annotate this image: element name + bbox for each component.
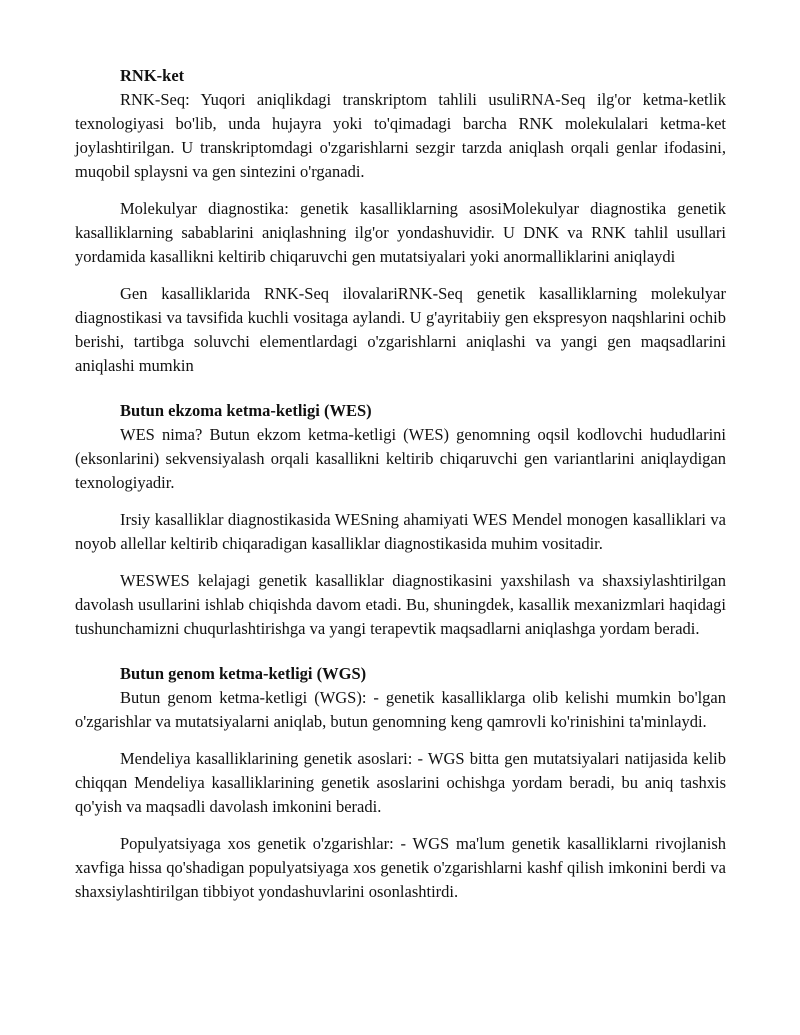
document-page — [75, 64, 726, 904]
paragraph-wes-importance: Irsiy kasalliklar diagnostikasida WESning ahamiyati WES Mendel monogen kasalliklari va noyob allellar keltirib chiqaradigan kasalliklar diagnostikasida muhim vositadir. — [75, 510, 726, 553]
paragraph-wgs-population: Populyatsiyaga xos genetik o'zgarishlar: - WGS ma'lum genetik kasalliklarni rivojlanish xavfiga hissa qo'shadigan populyatsiyaga xos genetik o'zgarishlarni kashf qilish imkonini berdi va shaxsiylashtirilgan tibbiyot yondashuvlarini osonlashtirdi. — [75, 834, 726, 901]
paragraph-wes-definition: WES nima? Butun ekzom ketma-ketligi (WES) genomning oqsil kodlovchi hududlarini (eksonlarini) sekvensiyalash orqali kasallikni keltirib chiqaruvchi gen variantlarini aniqlaydigan texnologiyadir. — [75, 425, 726, 492]
paragraph-rnk-seq: RNK-Seq: Yuqori aniqlikdagi transkriptom tahlili usuliRNA-Seq ilg'or ketma-ketlik texnologiyasi bo'lib, unda hujayra yoki to'qimadagi barcha RNK molekulalari ketma-ket joylashtirilgan. U transkriptomdagi o'zgarishlarni sezgir tarzda aniqlash orqali genlar ifodasini, muqobil splaysni va gen sintezini o'rganadi. — [75, 90, 726, 181]
section-heading-wes: Butun ekzoma ketma-ketligi (WES) — [120, 401, 372, 420]
section-heading-wgs: Butun genom ketma-ketligi (WGS) — [120, 664, 367, 683]
paragraph-rnk-seq-applications: Gen kasalliklarida RNK-Seq ilovalariRNK-Seq genetik kasalliklarning molekulyar diagnostikasi va tavsifida kuchli vositaga aylandi. U g'ayritabiiy gen ekspresyon naqshlarini ochib berishi, tartibga soluvchi elementlardagi o'zgarishlarni aniqlashi va yangi gen maqsadlarini aniqlashi mumkin — [75, 284, 726, 375]
paragraph-molecular-diagnostics: Molekulyar diagnostika: genetik kasalliklarning asosiMolekulyar diagnostika genetik kasalliklarning sabablarini aniqlashning ilg'or yondashuvidir. U DNK va RNK tahlil usullari yordamida kasallikni keltirib chiqaruvchi gen mutatsiyalari yoki anormalliklarini aniqlaydi — [75, 199, 726, 266]
paragraph-wgs-mendelian: Mendeliya kasalliklarining genetik asoslari: - WGS bitta gen mutatsiyalari natijasida kelib chiqqan Mendeliya kasalliklarining genetik asoslarini ochishga yordam beradi, bu aniq tashxis qo'yish va maqsadli davolash imkonini beradi. — [75, 749, 726, 816]
section-heading-rnk-ket: RNK-ket — [120, 66, 185, 85]
paragraph-wgs-definition: Butun genom ketma-ketligi (WGS): - genetik kasalliklarga olib kelishi mumkin bo'lgan o'zgarishlar va mutatsiyalarni aniqlab, butun genomning keng qamrovli ko'rinishini ta'minlaydi. — [75, 688, 726, 731]
paragraph-wes-future: WESWES kelajagi genetik kasalliklar diagnostikasini yaxshilash va shaxsiylashtirilgan davolash usullarini ishlab chiqishda davom etadi. Bu, shuningdek, kasallik mexanizmlari haqidagi tushunchamizni chuqurlashtirishga va yangi terapevtik maqsadlarni aniqlashga yordam beradi. — [75, 571, 726, 638]
